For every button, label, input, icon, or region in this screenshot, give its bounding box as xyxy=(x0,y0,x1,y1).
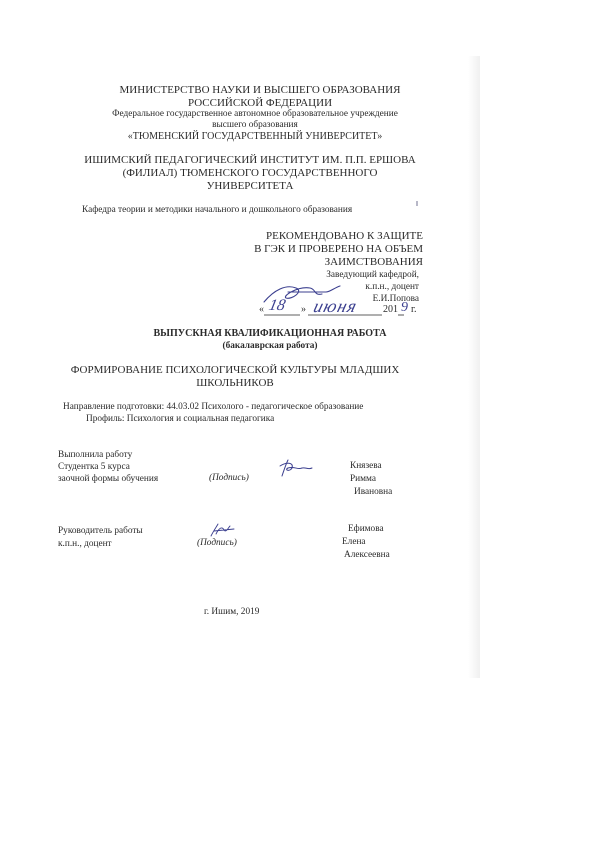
student-label-2: Студентка 5 курса xyxy=(58,462,130,472)
scan-mark xyxy=(416,201,418,206)
supervisor-signature xyxy=(208,522,238,540)
place-year: г. Ишим, 2019 xyxy=(204,607,260,617)
institute-line-3: УНИВЕРСИТЕТА xyxy=(206,180,294,192)
institute-name xyxy=(40,154,460,193)
institution-type xyxy=(30,109,480,131)
student-patronymic: Ивановна xyxy=(354,487,393,497)
student-signature xyxy=(276,458,316,480)
direction: Направление подготовки: 44.03.02 Психолого - педагогическое образование xyxy=(63,402,364,412)
head-signature xyxy=(256,280,346,310)
institution-type-line-2: высшего образования xyxy=(212,120,298,130)
scan-shadow xyxy=(468,56,480,678)
date-day-handwritten: 18 xyxy=(267,297,287,314)
approval-line-3: ЗАИМСТВОВАНИЯ xyxy=(324,256,423,268)
student-name xyxy=(350,460,392,499)
institution-type-line-1: Федеральное государственное автономное образовательное учреждение xyxy=(112,109,398,119)
student-firstname: Римма xyxy=(350,474,376,484)
topic-line-2: ШКОЛЬНИКОВ xyxy=(196,377,274,389)
supervisor-firstname: Елена xyxy=(342,537,366,547)
supervisor-name xyxy=(340,523,390,562)
supervisor-surname: Ефимова xyxy=(348,524,384,534)
head-name: Е.И.Попова xyxy=(372,294,419,304)
supervisor-labels xyxy=(58,525,143,551)
university-name: «ТЮМЕНСКИЙ ГОСУДАРСТВЕННЫЙ УНИВЕРСИТЕТ» xyxy=(127,131,383,142)
student-label-3: заочной формы обучения xyxy=(58,474,159,484)
date-year-handwritten: 9 xyxy=(401,300,408,315)
date-open-quote: « xyxy=(259,304,264,315)
institute-line-2: (ФИЛИАЛ) ТЮМЕНСКОГО ГОСУДАРСТВЕННОГО xyxy=(122,167,378,179)
head-position: Заведующий кафедрой, xyxy=(326,270,419,280)
student-label-1: Выполнила работу xyxy=(58,450,133,460)
work-topic xyxy=(30,364,440,390)
ministry-line-2: РОССИЙСКОЙ ФЕДЕРАЦИИ xyxy=(187,97,333,109)
student-signature-label: (Подпись) xyxy=(209,473,249,483)
supervisor-signature-label: (Подпись) xyxy=(197,538,237,548)
approval-block xyxy=(200,230,423,269)
topic-line-1: ФОРМИРОВАНИЕ ПСИХОЛОГИЧЕСКОЙ КУЛЬТУРЫ МЛАДШИХ xyxy=(70,364,400,376)
head-degree: к.п.н., доцент xyxy=(365,282,419,292)
work-subtitle: (бакалаврская работа) xyxy=(222,341,318,351)
student-labels xyxy=(58,449,158,485)
date-year-suffix: г. xyxy=(411,304,417,315)
date-month-handwritten: июня xyxy=(311,296,360,316)
ministry-heading xyxy=(60,84,460,110)
student-surname: Князева xyxy=(350,461,382,471)
date-close-quote: » xyxy=(301,304,306,315)
institute-line-1: ИШИМСКИЙ ПЕДАГОГИЧЕСКИЙ ИНСТИТУТ ИМ. П.П. ЕРШОВА xyxy=(84,154,416,166)
work-title: ВЫПУСКНАЯ КВАЛИФИКАЦИОННАЯ РАБОТА xyxy=(153,328,387,339)
supervisor-label-2: к.п.н., доцент xyxy=(58,539,112,549)
ministry-line-1: МИНИСТЕРСТВО НАУКИ И ВЫСШЕГО ОБРАЗОВАНИЯ xyxy=(119,84,401,96)
supervisor-label-1: Руководитель работы xyxy=(58,526,143,536)
department-name: Кафедра теории и методики начального и дошкольного образования xyxy=(82,205,353,215)
approval-line-2: В ГЭК И ПРОВЕРЕНО НА ОБЪЕМ xyxy=(254,243,423,255)
profile: Профиль: Психология и социальная педагогика xyxy=(86,414,275,424)
approval-line-1: РЕКОМЕНДОВАНО К ЗАЩИТЕ xyxy=(266,230,423,242)
date-year-prefix: 201 xyxy=(383,304,398,315)
supervisor-patronymic: Алексеевна xyxy=(344,550,390,560)
